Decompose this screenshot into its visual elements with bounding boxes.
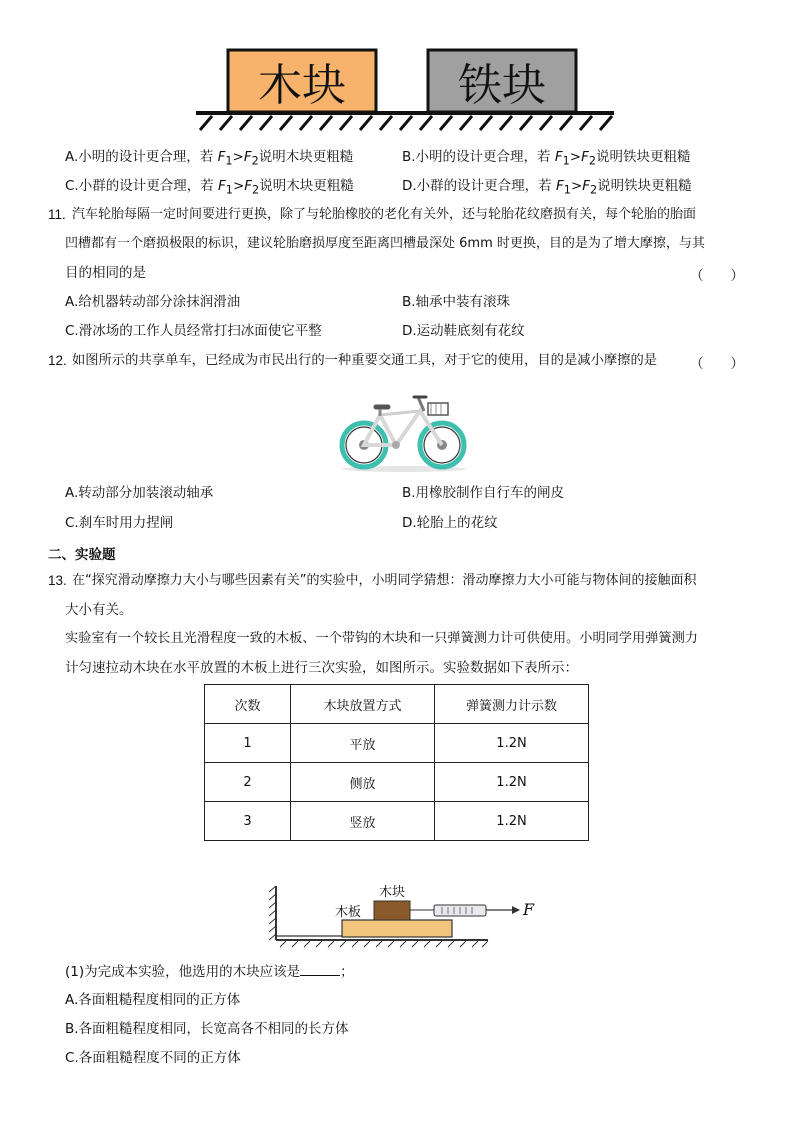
answer-blank[interactable] xyxy=(300,962,340,976)
q11-option-b[interactable]: B.轴承中装有滚珠 xyxy=(402,294,511,310)
surface-hatching xyxy=(200,116,612,130)
q12-option-a[interactable]: A.转动部分加装滚动轴承 xyxy=(65,485,214,501)
q13-stem-line-2: 大小有关。 xyxy=(65,602,133,618)
q13-data-table xyxy=(204,684,589,841)
table-cell: 3 xyxy=(205,802,291,841)
table-header-cell: 次数 xyxy=(205,685,291,724)
table-header-cell: 木块放置方式 xyxy=(291,685,435,724)
board-label: 木板 xyxy=(334,905,362,920)
q10-option-c[interactable]: C.小群的设计更合理，若 $F_1>F_2$说明木块更粗糙 xyxy=(65,178,354,197)
q11-option-c[interactable]: C.滑冰场的工作人员经常打扫冰面使它平整 xyxy=(65,323,322,339)
table-cell: 1.2N xyxy=(435,763,589,802)
q13-stem-line-3: 实验室有一个较长且光滑程度一致的木板、一个带钩的木块和一只弹簧测力计可供使用。小明同学用弹簧测力 xyxy=(65,631,698,646)
q11-stem-line-3: 目的相同的是 xyxy=(65,265,146,281)
q10-option-a[interactable]: A.小明的设计更合理，若 $F_1>F_2$说明木块更粗糙 xyxy=(65,149,354,168)
force-arrow-head xyxy=(512,906,520,914)
shared-bicycle-image xyxy=(336,385,472,475)
wooden-block xyxy=(374,901,410,920)
table-row xyxy=(205,763,589,802)
q13-stem-line-1: 在“探究滑动摩擦力大小与哪些因素有关”的实验中，小明同学猜想：滑动摩擦力大小可能与物体间的接触面积 xyxy=(72,573,697,588)
table-cell: 2 xyxy=(205,763,291,802)
q13-sub1-option-c[interactable]: C.各面粗糙程度不同的正方体 xyxy=(65,1050,241,1066)
section-heading-experiment: 二、实验题 xyxy=(48,547,116,563)
blocks-on-surface-figure xyxy=(190,44,620,134)
q12-option-c[interactable]: C.刹车时用力捏闸 xyxy=(65,515,174,531)
table-header-row xyxy=(205,685,589,724)
q10-option-b[interactable]: B.小明的设计更合理，若 $F_1>F_2$说明铁块更粗糙 xyxy=(402,149,691,168)
block-label: 木块 xyxy=(378,885,406,900)
wood-block-label: 木块 xyxy=(258,60,346,111)
q13-sub1-option-b[interactable]: B.各面粗糙程度相同，长宽高各不相同的长方体 xyxy=(65,1021,349,1037)
q11-stem-line-2: 凹槽都有一个磨损极限的标识，建议轮胎磨损厚度至距离凹槽最深处 6mm 时更换，目的是为了增大摩擦，与其 xyxy=(65,236,705,251)
q11-option-a[interactable]: A.给机器转动部分涂抹润滑油 xyxy=(65,294,241,310)
q12-stem: 如图所示的共享单车，已经成为市民出行的一种重要交通工具，对于它的使用，目的是减小摩擦的是 xyxy=(72,353,658,368)
iron-block-label: 铁块 xyxy=(458,60,546,111)
q13-stem-line-4: 计匀速拉动木块在水平放置的木板上进行三次实验，如图所示。实验数据如下表所示： xyxy=(65,660,578,676)
q13-number: 13. xyxy=(48,573,67,588)
table-cell: 侧放 xyxy=(291,763,435,802)
q12-option-b[interactable]: B.用橡胶制作自行车的闸皮 xyxy=(402,485,565,501)
q13-sub1-option-a[interactable]: A.各面粗糙程度相同的正方体 xyxy=(65,992,241,1008)
q11-stem-line-1: 汽车轮胎每隔一定时间要进行更换，除了与轮胎橡胶的老化有关外，还与轮胎花纹磨损有关，每个轮胎的胎面 xyxy=(72,207,697,222)
table-row xyxy=(205,802,589,841)
force-label: F xyxy=(523,900,535,919)
q12-answer-paren[interactable]: （ ） xyxy=(690,356,744,372)
table-cell: 1 xyxy=(205,724,291,763)
friction-experiment-figure xyxy=(266,880,546,948)
q13-sub1-prompt: (1)为完成本实验，他选用的木块应该是 ； xyxy=(65,964,354,980)
table-cell: 平放 xyxy=(291,724,435,763)
q12-number: 12. xyxy=(48,353,67,368)
q11-option-d[interactable]: D.运动鞋底刻有花纹 xyxy=(402,323,525,339)
table-cell: 1.2N xyxy=(435,724,589,763)
table-row xyxy=(205,724,589,763)
q11-number: 11. xyxy=(48,207,66,222)
wooden-board xyxy=(342,920,452,937)
table-cell: 竖放 xyxy=(291,802,435,841)
q12-option-d[interactable]: D.轮胎上的花纹 xyxy=(402,515,498,531)
table-header-cell: 弹簧测力计示数 xyxy=(435,685,589,724)
q11-answer-paren[interactable]: （ ） xyxy=(690,268,744,284)
q10-option-d[interactable]: D.小群的设计更合理，若 $F_1>F_2$说明铁块更粗糙 xyxy=(402,178,692,197)
table-cell: 1.2N xyxy=(435,802,589,841)
